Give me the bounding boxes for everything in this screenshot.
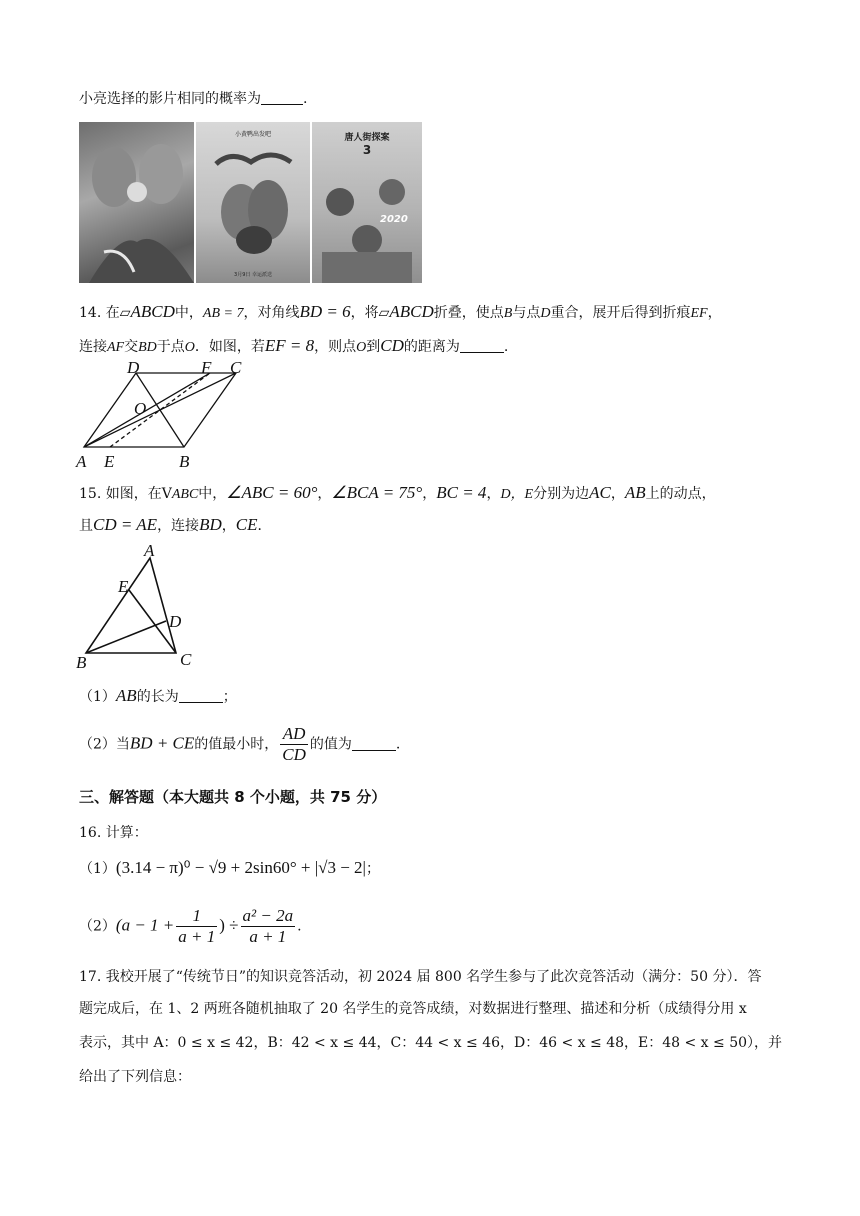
- movie-poster-2: [196, 122, 310, 283]
- q16-title: 16. 计算：: [79, 825, 148, 841]
- figure-14-parallelogram: [70, 360, 260, 470]
- answer-blank: [179, 688, 223, 703]
- poster-3-title: 唐人街探案: [344, 133, 390, 143]
- poster-3-art: [312, 122, 422, 283]
- q17-line2: 题完成后，在 1、2 两班各随机抽取了 20 名学生的竞答成绩，对数据进行整理、描述和分析（成绩得分用 x: [79, 1001, 747, 1017]
- label-d: D: [169, 612, 182, 631]
- label-e: E: [104, 452, 115, 470]
- label-a: A: [144, 541, 155, 560]
- q15-part1: （1）AB的长为 ；: [79, 686, 237, 705]
- poster-2-date: 3月9日 幸运派送: [234, 272, 272, 278]
- q13-tail: 小亮选择的影片相同的概率为 .: [79, 91, 308, 107]
- label-c: C: [230, 360, 242, 377]
- figure-15-triangle: [70, 540, 210, 675]
- poster-3-year: 2020: [380, 214, 408, 225]
- q15-line2: 且CD = AE，连接BD，CE．: [79, 515, 272, 534]
- triangle-abc: [86, 558, 176, 653]
- label-c: C: [180, 650, 192, 669]
- q16-part1: （1）(3.14 − π)⁰ − √9 + 2sin60° + |√3 − 2|；: [79, 858, 380, 877]
- segment-bd: [86, 621, 166, 653]
- poster-2-art: [196, 122, 310, 283]
- q16-part2: （2）(a − 1 + $\frac{1}{a + 1}$ ) ÷ $\frac{\text{a² − 2a}}{a + 1}$ .: [79, 906, 302, 946]
- label-a: A: [76, 452, 87, 470]
- label-e: E: [118, 577, 129, 596]
- q14-line2: 连接AF交BD于点O．如图，若EF = 8，则点O到CD的距离为 .: [79, 336, 509, 355]
- poster-3-number: 3: [362, 143, 372, 157]
- q15-part2: （2）当BD + CE的值最小时， $\frac{AD}{CD}$ 的值为 .: [79, 724, 401, 764]
- q17-line4: 给出了下列信息：: [79, 1069, 191, 1085]
- poster-2-top-text: 小黄鸭出发吧: [234, 131, 272, 138]
- fraction-a2-minus-2a: $\frac{\text{a² − 2a}}{a + 1}$: [242, 906, 294, 946]
- label-b: B: [76, 653, 87, 672]
- movie-poster-1: [79, 122, 194, 283]
- q17-line1: 17. 我校开展了“传统节日”的知识竞答活动，初 2024 届 800 名学生参与了此次竞答活动（满分：50 分）．答: [79, 969, 762, 985]
- label-f: F: [201, 360, 212, 377]
- answer-blank: [460, 338, 504, 353]
- answer-blank: [261, 90, 303, 105]
- q17-line3: 表示，其中 A：0 ≤ x ≤ 42，B：42 < x ≤ 44，C：44 < x ≤ 46，D：46 < x ≤ 48，E：48 < x ≤ 50），并: [79, 1035, 783, 1051]
- label-o: O: [134, 399, 147, 418]
- section-heading: 三、解答题（本大题共 8 个小题，共 75 分）: [79, 788, 387, 806]
- poster-1-art: [79, 122, 194, 283]
- fraction-ad-cd: $\frac{AD}{CD}$: [282, 724, 306, 764]
- fraction-1-over-a-plus-1: $\frac{1}{a + 1}$: [178, 906, 216, 946]
- label-b: B: [179, 452, 190, 470]
- movie-poster-3: [312, 122, 422, 283]
- q14-line1: 14. 在▱ABCD中，AB = 7，对角线BD = 6，将▱ABCD折叠，使点B与点D重合，展开后得到折痕EF，: [79, 302, 722, 321]
- answer-blank: [352, 736, 396, 751]
- label-d: D: [127, 360, 140, 377]
- q15-line1: 15. 如图，在VABC中，∠ABC = 60°，∠BCA = 75°，BC = 4，D，E分别为边AC，AB上的动点，: [79, 483, 716, 502]
